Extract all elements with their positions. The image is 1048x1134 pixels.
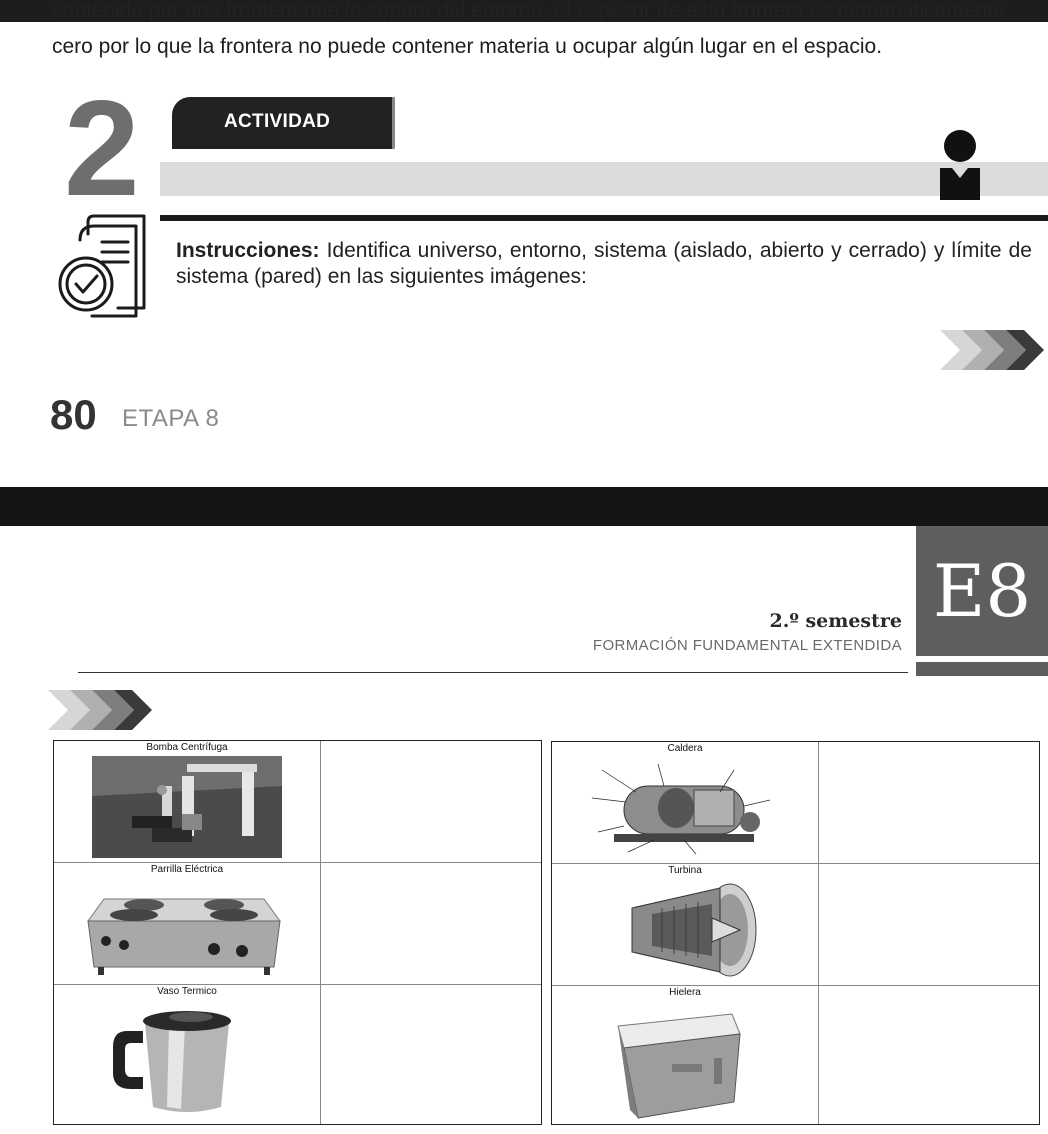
table-row (54, 741, 541, 863)
instructions-body: Identifica universo, entorno, sistema (aislado, abierto y cerrado) y límite de sistema (pared) en las siguientes imágenes: (176, 239, 1032, 288)
pump-image (92, 756, 282, 858)
image-caption: Caldera (667, 743, 703, 754)
table-row (54, 863, 541, 985)
person-icon (938, 128, 982, 200)
cut-off-text-line: contenido por una frontera que lo separa del entorno, el espesor de esta frontera es matemáticamente (52, 0, 1005, 22)
systems-table-left (53, 740, 542, 1125)
image-caption: Parrilla Eléctrica (150, 864, 224, 875)
table-row (552, 742, 1039, 864)
page-number: 80 (50, 391, 97, 438)
thermal-cup-image (109, 1003, 239, 1119)
header-rule (78, 672, 908, 673)
chevrons-icon (48, 690, 154, 730)
table-row (552, 986, 1039, 1124)
image-caption: Hielera (669, 987, 701, 998)
boiler-image (584, 756, 794, 860)
intro-text-line: cero por lo que la frontera no puede contener materia u ocupar algún lugar en el espacio. (52, 35, 883, 58)
activity-band (160, 162, 1048, 196)
activity-tab (172, 97, 392, 149)
image-caption: Turbina (668, 865, 702, 876)
stage-badge-strip (916, 662, 1048, 676)
electric-grill-image (84, 879, 284, 979)
image-caption: Vaso Termico (157, 986, 217, 997)
chevrons-right-icon (940, 330, 1046, 370)
turbine-image (612, 878, 762, 982)
program-label: FORMACIÓN FUNDAMENTAL EXTENDIDA (592, 637, 902, 654)
instructions-paragraph (176, 238, 1032, 290)
instructions-heading: Instrucciones: (176, 239, 320, 262)
image-caption: Bomba Centrífuga (146, 742, 228, 753)
activity-label: ACTIVIDAD (224, 111, 331, 132)
page-divider-bar (0, 487, 1048, 526)
section-rule (160, 215, 1048, 221)
table-row (54, 985, 541, 1124)
stage-badge (916, 526, 1048, 656)
document-check-icon (52, 212, 152, 318)
systems-table-right (551, 741, 1040, 1125)
semester-label: 2.º semestre (769, 610, 902, 632)
cooler-image (614, 1006, 744, 1120)
activity-number: 2 (64, 72, 140, 224)
stage-badge-text: E8 (932, 549, 1032, 633)
table-row (552, 864, 1039, 986)
stage-label: ETAPA 8 (122, 405, 220, 432)
